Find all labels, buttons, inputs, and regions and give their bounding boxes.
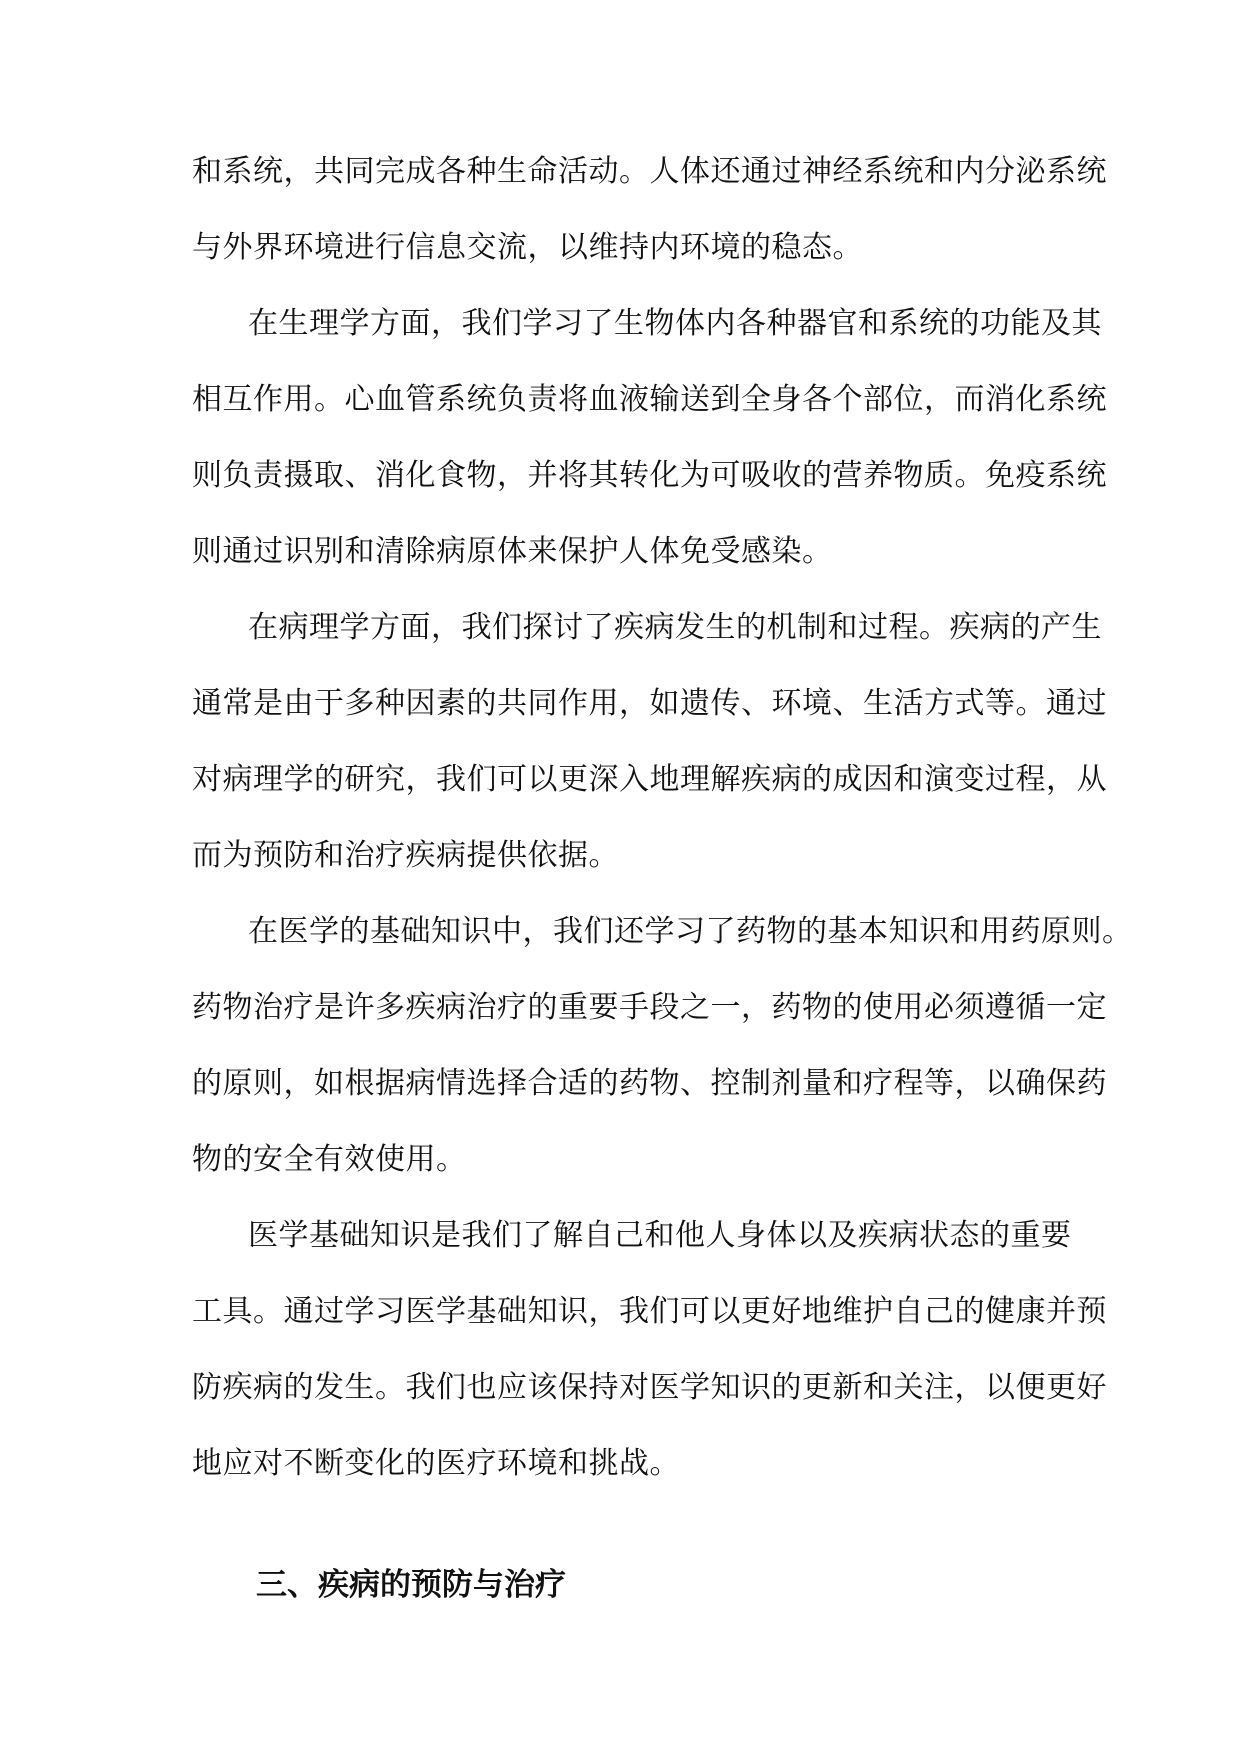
paragraph-line: 相互作用。心血管系统负责将血液输送到全身各个部位，而消化系统 bbox=[192, 382, 1107, 417]
section-heading: 三、疾病的预防与治疗 bbox=[256, 1567, 566, 1603]
paragraph-line: 通常是由于多种因素的共同作用，如遗传、环境、生活方式等。通过 bbox=[192, 686, 1107, 721]
paragraph-line: 与外界环境进行信息交流，以维持内环境的稳态。 bbox=[192, 230, 863, 265]
paragraph-line: 则负责摄取、消化食物，并将其转化为可吸收的营养物质。免疫系统 bbox=[192, 458, 1107, 493]
paragraph-line: 工具。通过学习医学基础知识，我们可以更好地维护自己的健康并预 bbox=[192, 1294, 1107, 1329]
paragraph-line: 的原则，如根据病情选择合适的药物、控制剂量和疗程等，以确保药 bbox=[192, 1066, 1107, 1101]
paragraph-line: 而为预防和治疗疾病提供依据。 bbox=[192, 838, 619, 873]
paragraph-line: 医学基础知识是我们了解自己和他人身体以及疾病状态的重要 bbox=[248, 1218, 1072, 1253]
paragraph-line: 物的安全有效使用。 bbox=[192, 1142, 467, 1177]
paragraph-line: 防疾病的发生。我们也应该保持对医学知识的更新和关注，以便更好 bbox=[192, 1370, 1107, 1405]
paragraph-line: 在病理学方面，我们探讨了疾病发生的机制和过程。疾病的产生 bbox=[248, 610, 1102, 645]
paragraph-line: 地应对不断变化的医疗环境和挑战。 bbox=[192, 1446, 680, 1481]
paragraph-line: 药物治疗是许多疾病治疗的重要手段之一，药物的使用必须遵循一定 bbox=[192, 990, 1107, 1025]
paragraph-line: 在生理学方面，我们学习了生物体内各种器官和系统的功能及其 bbox=[248, 306, 1102, 341]
paragraph-line: 对病理学的研究，我们可以更深入地理解疾病的成因和演变过程，从 bbox=[192, 762, 1107, 797]
paragraph-line: 则通过识别和清除病原体来保护人体免受感染。 bbox=[192, 534, 833, 569]
paragraph-line: 在医学的基础知识中，我们还学习了药物的基本知识和用药原则。 bbox=[248, 914, 1133, 949]
paragraph-line: 和系统，共同完成各种生命活动。人体还通过神经系统和内分泌系统 bbox=[192, 154, 1107, 189]
